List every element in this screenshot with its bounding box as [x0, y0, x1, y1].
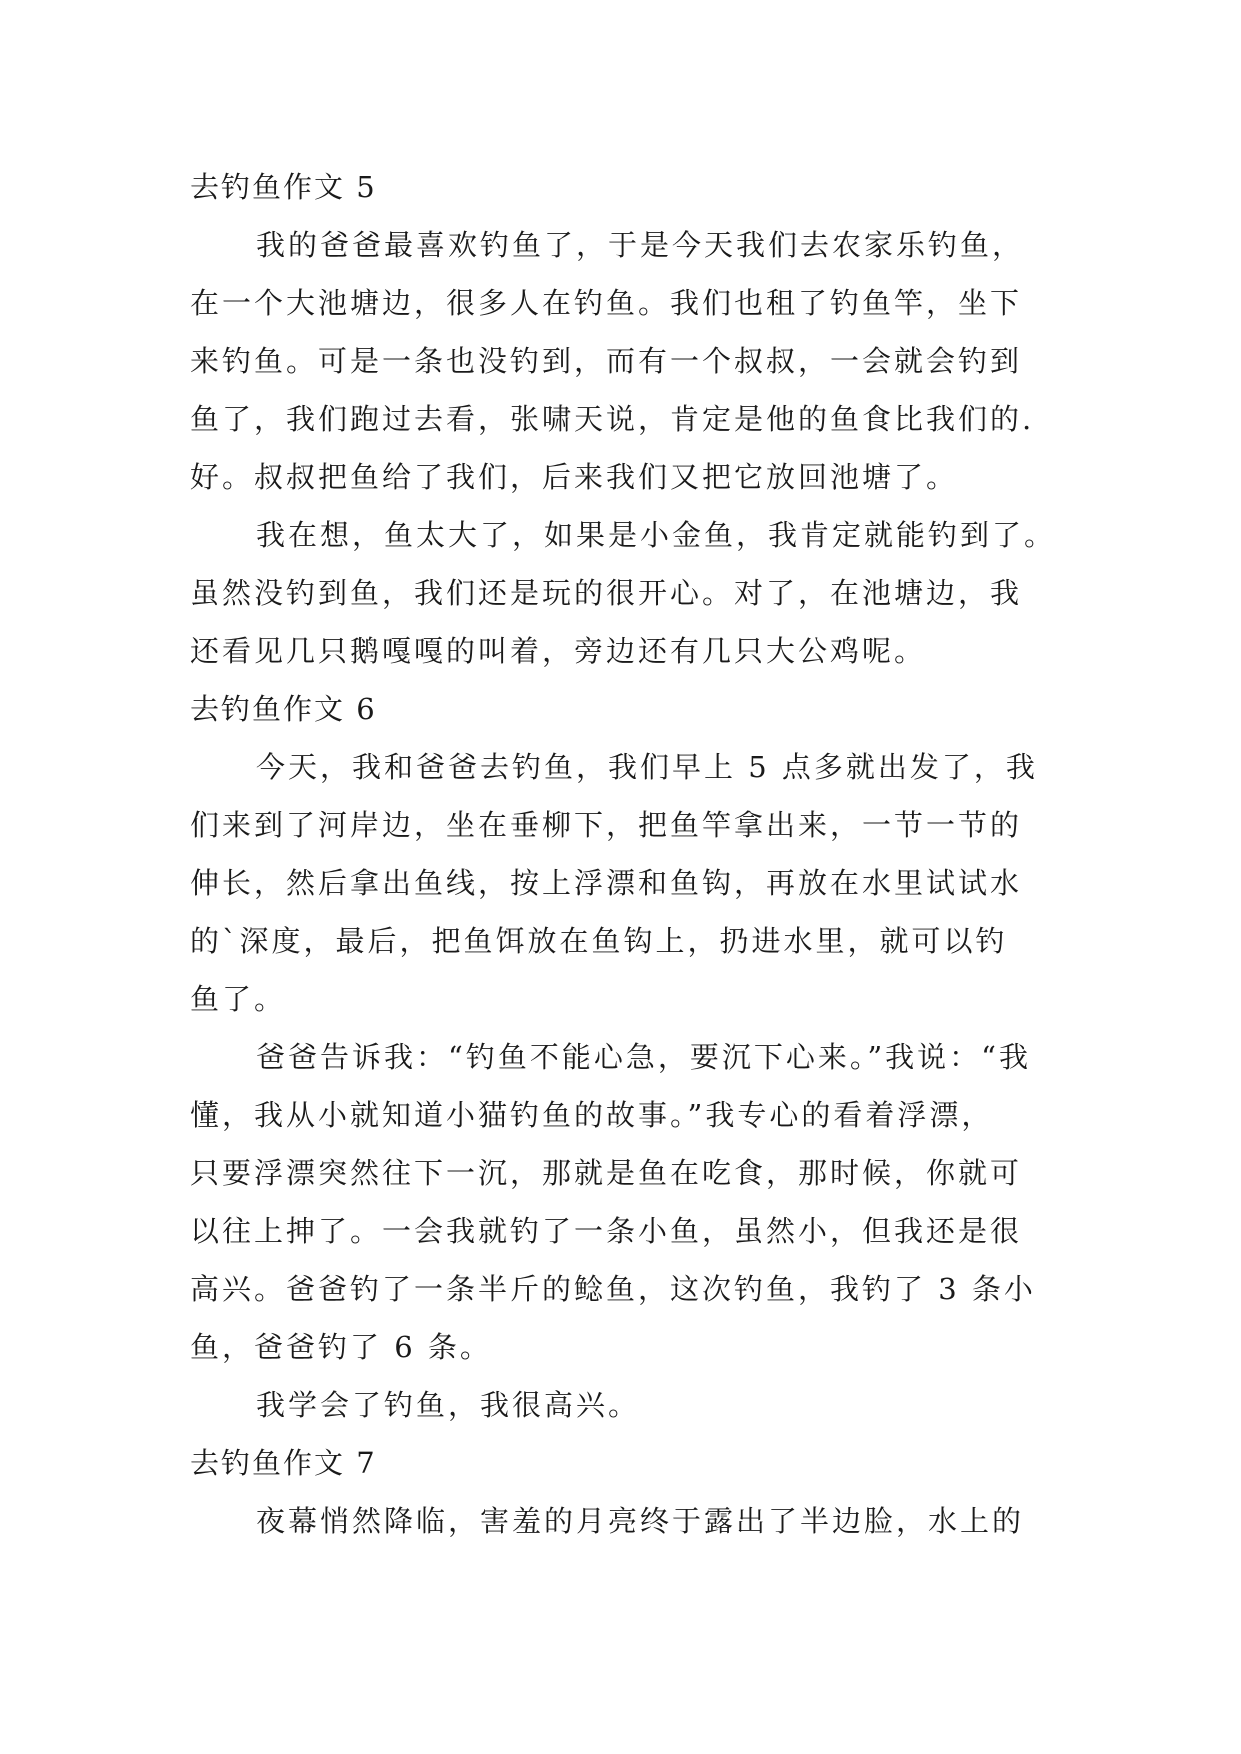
text-line: 鱼了。	[190, 982, 287, 1016]
text-line: 好。叔叔把鱼给了我们，后来我们又把它放回池塘了。	[190, 460, 959, 494]
text-line: 只要浮漂突然往下一沉，那就是鱼在吃食，那时候，你就可	[190, 1156, 1023, 1190]
text-line: 今天，我和爸爸去钓鱼，我们早上 5 点多就出发了，我	[256, 750, 1038, 784]
text-line: 爸爸告诉我：“钓鱼不能心急，要沉下心来。”我说：“我	[256, 1040, 1031, 1074]
section-title: 去钓鱼作文 6	[190, 692, 377, 726]
text-line: 我的爸爸最喜欢钓鱼了，于是今天我们去农家乐钓鱼，	[256, 228, 1025, 262]
section-title: 去钓鱼作文 5	[190, 170, 377, 204]
section-title: 去钓鱼作文 7	[190, 1446, 377, 1480]
text-line: 以往上抻了。一会我就钓了一条小鱼，虽然小，但我还是很	[190, 1214, 1023, 1248]
text-line: 虽然没钓到鱼，我们还是玩的很开心。对了，在池塘边，我	[190, 576, 1023, 610]
text-line: 懂，我从小就知道小猫钓鱼的故事。”我专心的看着浮漂，	[190, 1098, 994, 1132]
text-line: 还看见几只鹅嘎嘎的叫着，旁边还有几只大公鸡呢。	[190, 634, 927, 668]
text-line: 高兴。爸爸钓了一条半斤的鲶鱼，这次钓鱼，我钓了 3 条小	[190, 1272, 1036, 1306]
document-body	[190, 158, 1070, 1550]
text-line: 在一个大池塘边，很多人在钓鱼。我们也租了钓鱼竿，坐下	[190, 286, 1023, 320]
paragraph	[190, 216, 1070, 506]
paragraph	[190, 506, 1070, 680]
text-line: 鱼了，我们跑过去看，张啸天说，肯定是他的鱼食比我们的.	[190, 402, 1035, 436]
paragraph	[190, 738, 1070, 1028]
text-line: 我学会了钓鱼，我很高兴。	[256, 1388, 641, 1422]
text-line: 伸长，然后拿出鱼线，按上浮漂和鱼钩，再放在水里试试水	[190, 866, 1023, 900]
paragraph	[190, 1376, 1070, 1434]
text-line: 鱼，爸爸钓了 6 条。	[190, 1330, 492, 1364]
paragraph	[190, 1492, 1070, 1550]
text-line: 我在想，鱼太大了，如果是小金鱼，我肯定就能钓到了。	[256, 518, 1057, 552]
text-line: 们来到了河岸边，坐在垂柳下，把鱼竿拿出来，一节一节的	[190, 808, 1023, 842]
paragraph	[190, 1028, 1070, 1376]
text-line: 的`深度，最后，把鱼饵放在鱼钩上，扔进水里，就可以钓	[190, 924, 1008, 958]
text-line: 来钓鱼。可是一条也没钓到，而有一个叔叔，一会就会钓到	[190, 344, 1023, 378]
text-line: 夜幕悄然降临，害羞的月亮终于露出了半边脸，水上的	[256, 1504, 1025, 1538]
